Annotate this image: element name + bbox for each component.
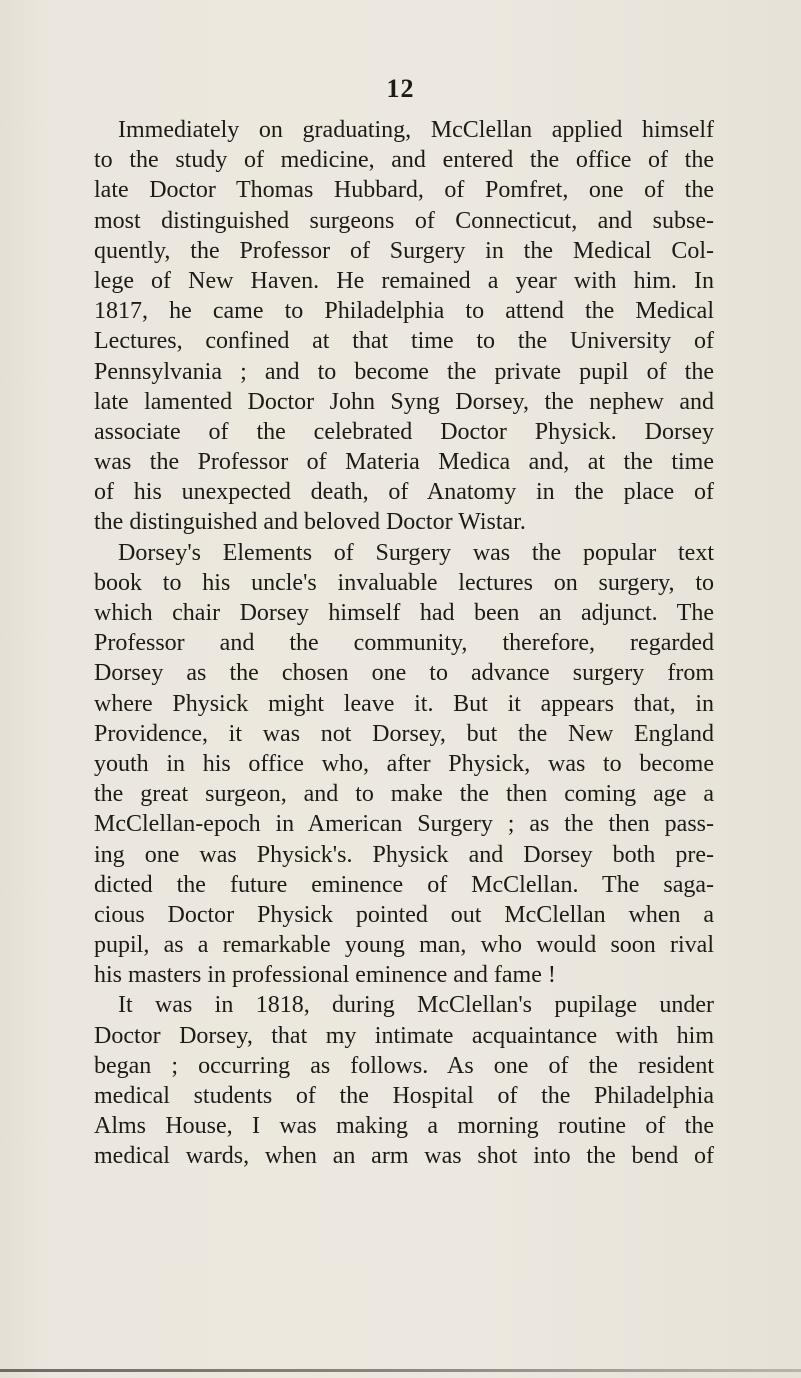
text-line: Doctor Dorsey, that my intimate acquaintance with him [94,1022,714,1049]
text-line: pupil, as a remarkable young man, who would soon rival [94,932,714,959]
text-line: 1817, he came to Philadelphia to attend the Medical [94,298,714,325]
text-line: Pennsylvania ; and to become the private pupil of the [94,358,714,385]
text-line: Lectures, confined at that time to the University of [94,328,714,355]
text-line: was the Professor of Materia Medica and, at the time [94,449,714,476]
text-line: associate of the celebrated Doctor Physick. Dorsey [94,418,714,445]
text-line: Professor and the community, therefore, regarded [94,630,714,657]
text-line: which chair Dorsey himself had been an adjunct. The [94,600,714,626]
text-line: medical wards, when an arm was shot into the bend of [94,1143,714,1170]
text-line: began ; occurring as follows. As one of the resident [94,1052,714,1079]
text-line: the great surgeon, and to make the then coming age a [94,781,714,808]
text-line: late lamented Doctor John Syng Dorsey, the nephew and [94,388,714,415]
text-line: dicted the future eminence of McClellan. The saga- [94,871,714,898]
page-number: 12 [386,74,415,103]
text-line: youth in his office who, after Physick, was to become [94,750,714,777]
body-text [94,115,714,1172]
text-line: his masters in professional eminence and fame ! [94,962,556,989]
text-line: Dorsey as the chosen one to advance surgery from [94,660,714,687]
text-line: McClellan-epoch in American Surgery ; as the then pass- [94,811,714,838]
text-line: most distinguished surgeons of Connecticut, and subse- [94,207,714,234]
text-line: Providence, it was not Dorsey, but the New England [94,720,714,747]
text-line: ing one was Physick's. Physick and Dorsey both pre- [94,841,714,868]
text-line: cious Doctor Physick pointed out McClellan when a [94,901,714,928]
text-line: of his unexpected death, of Anatomy in the place of [94,479,714,506]
text-line: lege of New Haven. He remained a year with him. In [94,267,714,294]
text-line: book to his uncle's invaluable lectures on surgery, to [94,569,714,596]
text-line: Immediately on graduating, McClellan applied himself [118,117,714,143]
text-line: late Doctor Thomas Hubbard, of Pomfret, one of the [94,177,714,204]
text-line: Dorsey's Elements of Surgery was the popular text [118,539,714,566]
text-line: It was in 1818, during McClellan's pupilage under [118,992,714,1019]
text-line: where Physick might leave it. But it appears that, in [94,690,714,717]
text-line: Alms House, I was making a morning routine of the [94,1113,714,1140]
text-line: quently, the Professor of Surgery in the Medical Col- [94,237,714,264]
text-line: to the study of medicine, and entered the office of the [94,147,714,174]
page-edge-divider [0,1369,801,1372]
text-line: medical students of the Hospital of the Philadelphia [94,1083,714,1109]
text-line: the distinguished and beloved Doctor Wistar. [94,509,526,536]
